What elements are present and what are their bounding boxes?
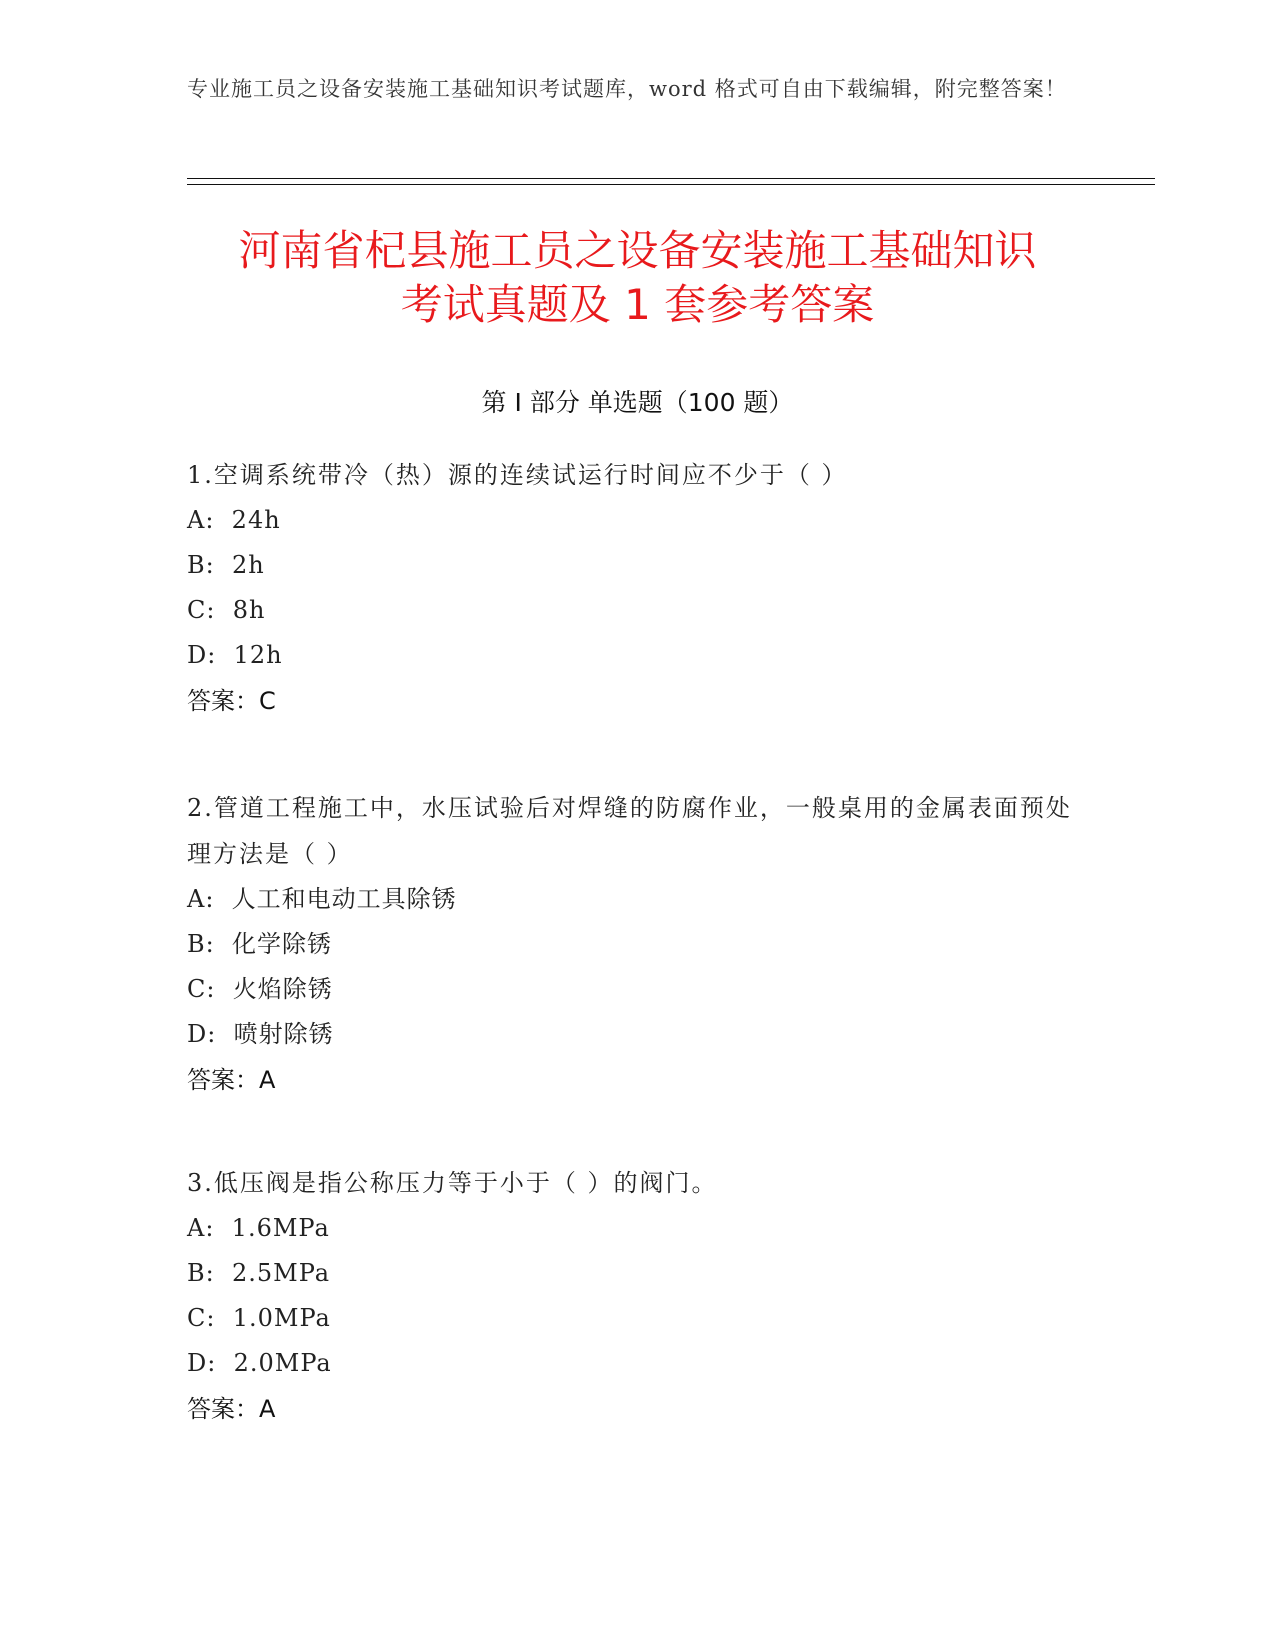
question-1 [187,452,1087,724]
question-3 [187,1160,1087,1432]
document-title-line-2: 考试真题及 1 套参考答案 [400,280,875,329]
header-divider-bottom [187,184,1155,185]
option-d: D: 喷射除锈 [187,1020,334,1048]
option-b: B: 2h [187,551,265,579]
question-stem: 2.管道工程施工中，水压试验后对焊缝的防腐作业，一般桌用的金属表面预处理方法是（ ） [187,794,1072,868]
answer: 答案：C [187,687,276,715]
header-note: 专业施工员之设备安装施工基础知识考试题库，word 格式可自由下载编辑，附完整答案！ [187,77,1067,101]
question-stem: 1.空调系统带冷（热）源的连续试运行时间应不少于（ ） [187,461,848,489]
option-a: A: 1.6MPa [187,1214,330,1242]
question-stem: 3.低压阀是指公称压力等于小于（ ）的阀门。 [187,1169,718,1197]
answer: 答案：A [187,1395,276,1423]
header-divider-top [187,178,1155,179]
option-a: A: 24h [187,506,281,534]
document-title [150,224,1125,332]
question-2 [187,785,1087,1103]
answer: 答案：A [187,1066,276,1094]
section-title: 第 I 部分 单选题（100 题） [481,388,794,417]
option-a: A: 人工和电动工具除锈 [187,885,457,913]
option-c: C: 1.0MPa [187,1304,331,1332]
option-d: D: 12h [187,641,283,669]
option-c: C: 8h [187,596,266,624]
option-d: D: 2.0MPa [187,1349,332,1377]
option-b: B: 化学除锈 [187,930,332,958]
option-c: C: 火焰除锈 [187,975,333,1003]
document-title-line-1: 河南省杞县施工员之设备安装施工基础知识 [238,226,1037,275]
option-b: B: 2.5MPa [187,1259,331,1287]
